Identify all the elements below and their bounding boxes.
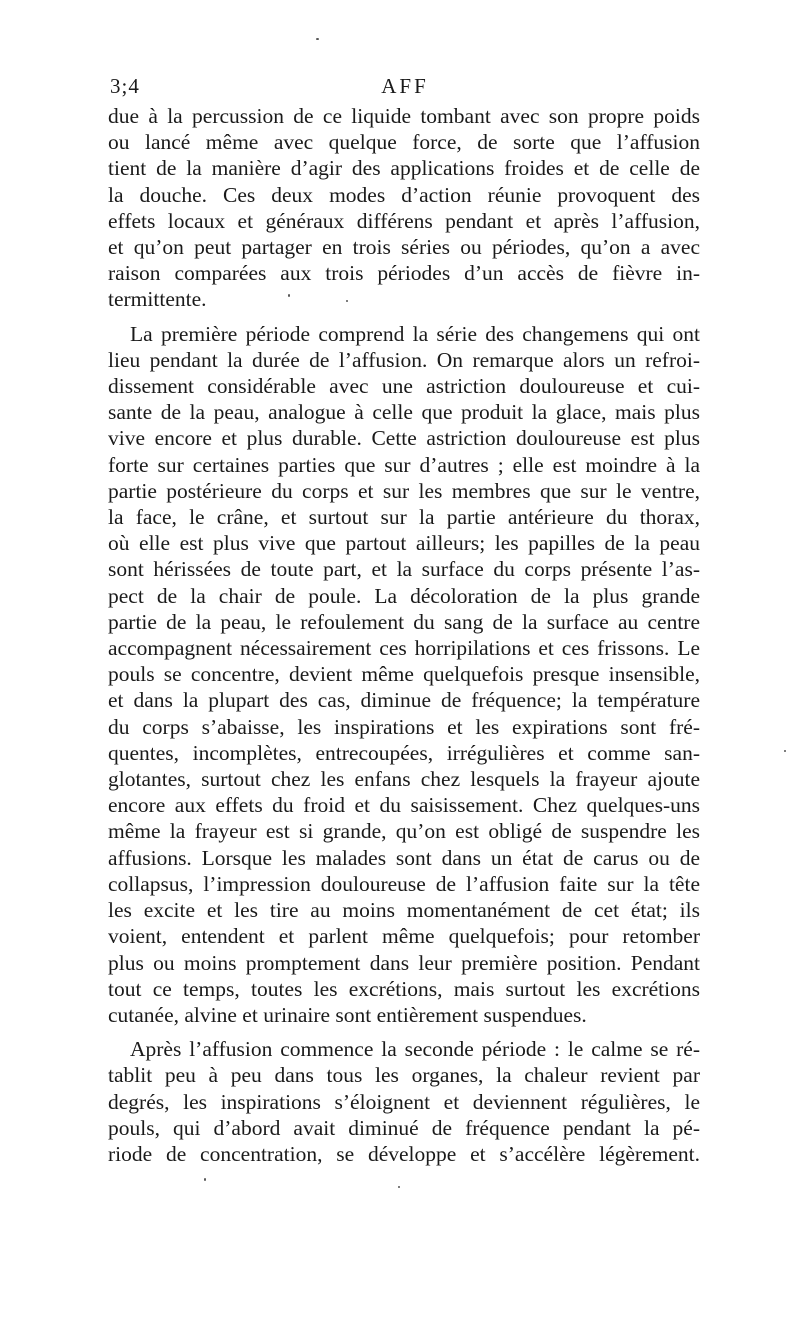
text-line: pouls, qui d’abord avait diminué de fréquence pendant la pé-: [108, 1115, 700, 1140]
text-line: sont hérissées de toute part, et la surface du corps présente l’as-: [108, 557, 700, 582]
text-line: riode de concentration, se développe et s’accélère légèrement.: [108, 1141, 700, 1166]
text-line: pouls se concentre, devient même quelquefois presque insensible,: [108, 662, 700, 687]
text-line: même la frayeur est si grande, qu’on est obligé de suspendre les: [108, 819, 700, 844]
text-line: du corps s’abaisse, les inspirations et les expirations sont fré-: [108, 714, 700, 739]
text-line: vive encore et plus durable. Cette astriction douloureuse est plus: [108, 426, 700, 451]
text-line: ou lancé même avec quelque force, de sorte que l’affusion: [108, 130, 700, 155]
text-line: tient de la manière d’agir des applications froides et de celle de: [108, 156, 700, 181]
text-line: degrés, les inspirations s’éloignent et deviennent régulières, le: [108, 1089, 700, 1114]
text-line: et dans la plupart des cas, diminue de fréquence; la température: [108, 688, 700, 713]
text-line: forte sur certaines parties que sur d’autres ; elle est moindre à la: [108, 452, 700, 477]
text-line: collapsus, l’impression douloureuse de l’affusion faite sur la tête: [108, 871, 700, 896]
print-speck: [316, 38, 319, 40]
text-line: partie de la peau, le refoulement du sang de la surface au centre: [108, 609, 700, 634]
page-header: [110, 74, 700, 104]
text-line: voient, entendent et parlent même quelquefois; pour retomber: [108, 924, 700, 949]
text-line: La première période comprend la série des changemens qui ont: [130, 321, 700, 346]
text-line: termittente.: [108, 287, 207, 312]
text-line: due à la percussion de ce liquide tombant avec son propre poids: [108, 104, 700, 128]
text-line: affusions. Lorsque les malades sont dans un état de carus ou de: [108, 845, 700, 870]
text-line: dissement considérable avec une astriction douloureuse et cui-: [108, 374, 700, 399]
page-number: 3;4: [110, 74, 140, 98]
print-speck: [398, 1186, 400, 1188]
text-line: les excite et les tire au moins momentanément de cet état; ils: [108, 898, 700, 923]
paragraph-2: [108, 321, 700, 1028]
text-line: effets locaux et généraux différens pendant et après l’affusion,: [108, 208, 700, 233]
text-line: où elle est plus vive que partout ailleurs; les papilles de la peau: [108, 531, 700, 556]
paragraph-3: [108, 1036, 700, 1167]
text-line: tout ce temps, toutes les excrétions, mais surtout les excrétions: [108, 976, 700, 1001]
text-line: Après l’affusion commence la seconde période : le calme se ré-: [130, 1037, 700, 1062]
text-line: quentes, incomplètes, entrecoupées, irrégulières et comme san-: [108, 740, 700, 765]
text-line: plus ou moins promptement dans leur première position. Pendant: [108, 950, 700, 975]
text-line: accompagnent nécessairement ces horripilations et ces frissons. Le: [108, 636, 700, 661]
text-line: la face, le crâne, et surtout sur la partie antérieure du thorax,: [108, 505, 700, 530]
paragraph-1: [108, 103, 700, 313]
text-line: glotantes, surtout chez les enfans chez lesquels la frayeur ajoute: [108, 767, 700, 792]
body-text: [108, 103, 700, 1167]
text-line: raison comparées aux trois périodes d’un accès de fièvre in-: [108, 261, 700, 286]
text-line: encore aux effets du froid et du saisissement. Chez quelques-uns: [108, 793, 700, 818]
text-line: lieu pendant la durée de l’affusion. On remarque alors un refroi-: [108, 347, 700, 372]
text-line: cutanée, alvine et urinaire sont entièrement suspendues.: [108, 1002, 587, 1027]
text-line: partie postérieure du corps et sur les membres que sur le ventre,: [108, 478, 700, 503]
text-line: sante de la peau, analogue à celle que produit la glace, mais plus: [108, 400, 700, 425]
print-speck: [204, 1178, 206, 1181]
text-line: tablit peu à peu dans tous les organes, la chaleur revient par: [108, 1063, 700, 1088]
text-line: pect de la chair de poule. La décoloration de la plus grande: [108, 583, 700, 608]
print-speck: [784, 750, 786, 752]
text-line: et qu’on peut partager en trois séries ou périodes, qu’on a avec: [108, 235, 700, 260]
running-head: AFF: [381, 74, 429, 98]
text-line: la douche. Ces deux modes d’action réunie provoquent des: [108, 182, 700, 207]
